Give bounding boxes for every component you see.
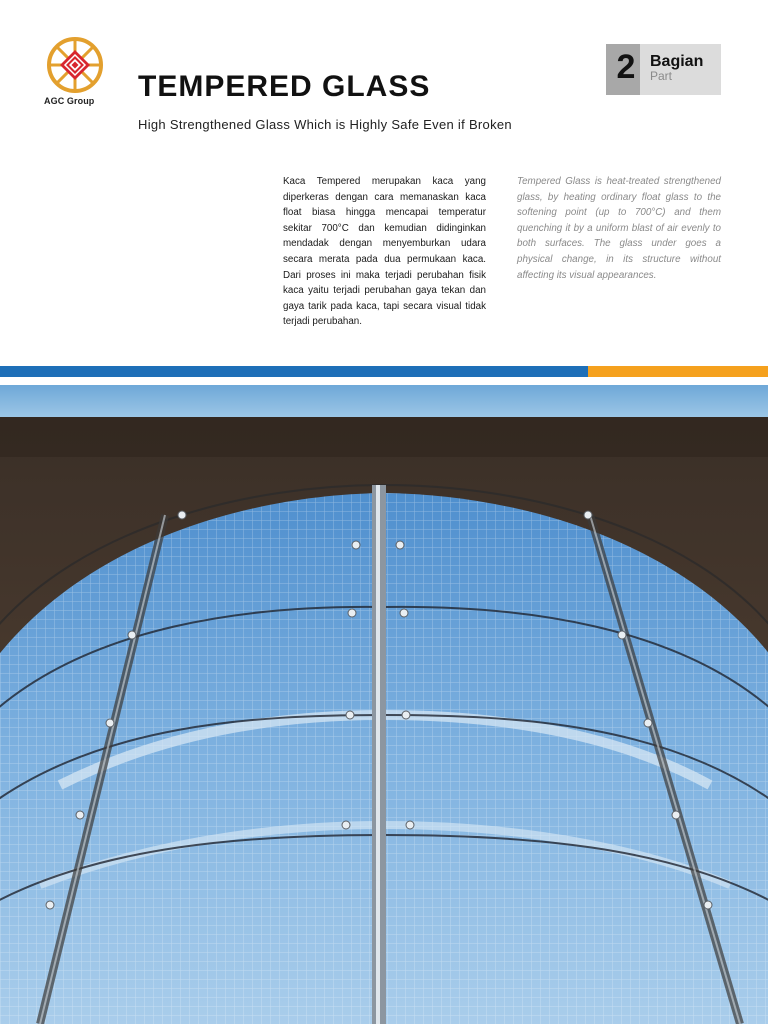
body-text-indonesian: Kaca Tempered merupakan kaca yang diperkeras dengan cara memanaskan kaca float biasa hingga mencapai temperatur sekitar 700°C dan kemudian didinginkan mendadak dengan menyemburkan udara secara merata pada dua permukaan kaca. Dari proses ini maka terjadi perubahan fisik kaca yaitu terjadi perubahan gaya tekan dan gaya tarik pada kaca, tapi secara visual tidak terjadi perubahan. (283, 176, 486, 328)
part-label: Bagian (650, 53, 704, 70)
stripe-orange (588, 366, 768, 377)
body-text-english: Tempered Glass is heat-treated strengthened glass, by heating ordinary float glass to the softening point (up to 700°C) and them quenching it by a uniform blast of air evenly to both surfaces. The glass under goes a physical change, in its structure without affecting its visual appearances. (517, 176, 721, 281)
agc-logo (44, 36, 106, 106)
stripe-blue (0, 366, 588, 377)
part-number: 2 (616, 48, 636, 86)
part-badge (606, 44, 721, 95)
agc-wheel-logo-icon (46, 36, 104, 94)
glass-facade-image (0, 385, 768, 1024)
logo-caption: AGC Group (44, 96, 95, 106)
page-subtitle: High Strengthened Glass Which is Highly Safe Even if Broken (138, 117, 512, 132)
page-title: TEMPERED GLASS (138, 70, 431, 103)
part-sublabel: Part (650, 69, 673, 83)
tempered-glass-photo (0, 385, 768, 1024)
